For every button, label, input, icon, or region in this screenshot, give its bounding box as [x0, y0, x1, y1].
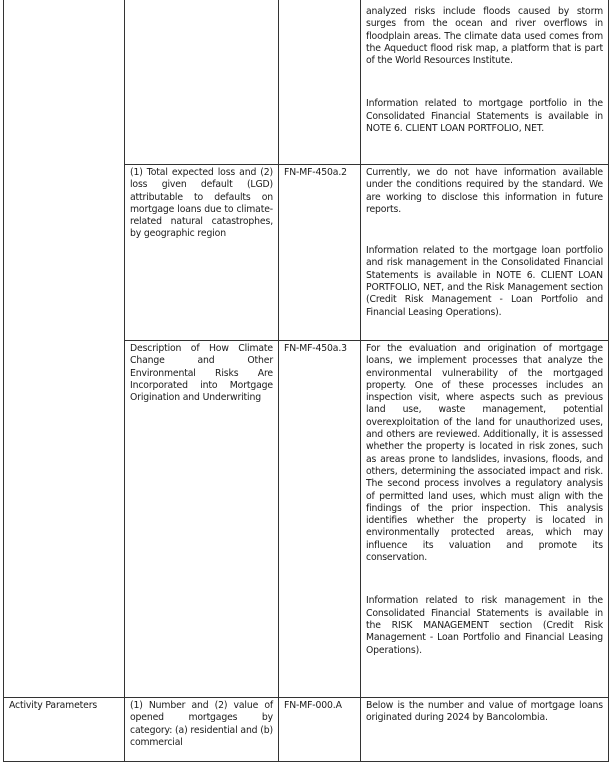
response-cell [361, 698, 609, 762]
metric-cell: (1) Total expected loss and (2) loss given default (LGD) attributable to defaults on mortgage loans due to climate-related natural catastrophes, by geographic region [125, 165, 279, 341]
response-paragraph: Information related to risk management in the Consolidated Financial Statements is available in the RISK MANAGEMENT section (Credit Risk Management - Loan Portfolio and Financial Leasing Operations). [366, 595, 603, 656]
code-cell: FN-MF-450a.3 [279, 341, 361, 698]
code-cell: FN-MF-450a.2 [279, 165, 361, 341]
response-cell [361, 0, 609, 165]
topic-cell [4, 0, 125, 698]
response-paragraph: Below is the number and value of mortgage loans originated during 2024 by Bancolombia. [366, 700, 603, 724]
response-paragraph: Currently, we do not have information available under the conditions required by the standard. We are working to disclose this information in future reports. [366, 167, 603, 215]
metric-cell [125, 0, 279, 165]
response-paragraph: Information related to the mortgage loan portfolio and risk management in the Consolidated Financial Statements is available in NOTE 6. CLIENT LOAN PORTFOLIO, NET, and the Risk Management section (Credit Risk Management - Loan Portfolio and Financial Leasing Operations). [366, 245, 603, 318]
sasb-disclosure-table [3, 0, 609, 762]
response-paragraph: For the evaluation and origination of mortgage loans, we implement processes that analyze the environmental vulnerability of the mortgaged property. One of these processes includes an inspection visit, where aspects such as previous land use, waste management, potential overexploitation of the land for unauthorized uses, and others are reviewed. Additionally, it is assessed whether the property is located in risk zones, such as areas prone to landslides, invasions, floods, and others, determining the associated impact and risk. The second process involves a regulatory analysis of permitted land uses, which must align with the findings of the prior inspection. This analysis identifies whether the property is located in environmentally protected areas, which may influence its valuation and promote its conservation. [366, 343, 603, 564]
topic-cell: Activity Parameters [4, 698, 125, 762]
code-cell: FN-MF-000.A [279, 698, 361, 762]
response-cell [361, 165, 609, 341]
table-row [4, 698, 609, 762]
code-cell [279, 0, 361, 165]
metric-cell: Description of How Climate Change and Other Environmental Risks Are Incorporated into Mortgage Origination and Underwriting [125, 341, 279, 698]
table-row [4, 0, 609, 165]
metric-cell: (1) Number and (2) value of opened mortgages by category: (a) residential and (b) commercial [125, 698, 279, 762]
response-cell [361, 341, 609, 698]
response-paragraph: Information related to mortgage portfolio in the Consolidated Financial Statements is available in NOTE 6. CLIENT LOAN PORTFOLIO, NET. [366, 98, 603, 135]
response-paragraph: analyzed risks include floods caused by storm surges from the ocean and river overflows in floodplain areas. The climate data used comes from the Aqueduct flood risk map, a platform that is part of the World Resources Institute. [366, 6, 603, 67]
